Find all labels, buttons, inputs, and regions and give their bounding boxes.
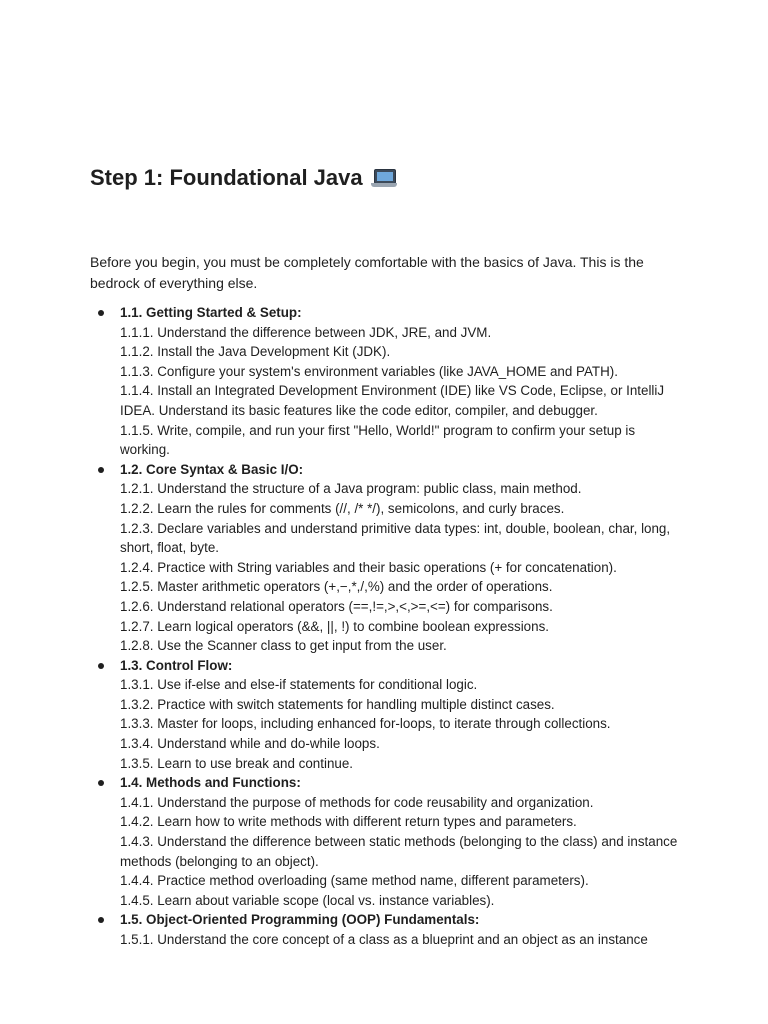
- section-item: 1.2.4. Practice with String variables and their basic operations (+ for concatenation).: [120, 559, 617, 575]
- section-item: 1.3.5. Learn to use break and continue.: [120, 755, 354, 771]
- section-item: 1.4.3. Understand the difference between static methods (belonging to the class) and instance methods (belonging to an object).: [120, 834, 678, 869]
- bullet-icon: [98, 467, 104, 473]
- page-title-text: Step 1: Foundational Java: [90, 165, 363, 190]
- section-item: 1.5.1. Understand the core concept of a class as a blueprint and an object as an instance: [120, 932, 648, 947]
- bullet-icon: [98, 310, 104, 316]
- section-item: 1.4.4. Practice method overloading (same method name, different parameters).: [120, 873, 589, 889]
- bullet-icon: [98, 780, 104, 786]
- section-item: 1.2.7. Learn logical operators (&&, ||, !) to combine boolean expressions.: [120, 618, 549, 634]
- section-item: 1.3.1. Use if-else and else-if statements for conditional logic.: [120, 677, 478, 693]
- section-item: 1.1.5. Write, compile, and run your first "Hello, World!" program to confirm your setup is working.: [120, 422, 636, 458]
- section-item: 1.4.5. Learn about variable scope (local vs. instance variables).: [120, 892, 495, 908]
- section-item: 1.1.3. Configure your system's environment variables (like JAVA_HOME and PATH).: [120, 363, 618, 379]
- section-heading: 1.1. Getting Started & Setup:: [120, 305, 302, 320]
- section-item: 1.4.1. Understand the purpose of methods for code reusability and organization.: [120, 794, 594, 810]
- section-item: 1.3.3. Master for loops, including enhanced for-loops, to iterate through collections.: [120, 716, 611, 732]
- section-heading: 1.5. Object-Oriented Programming (OOP) Fundamentals:: [120, 912, 480, 928]
- section-heading: 1.2. Core Syntax & Basic I/O:: [120, 461, 304, 477]
- section-item: 1.2.1. Understand the structure of a Java program: public class, main method.: [120, 481, 582, 497]
- section-item: 1.2.2. Learn the rules for comments (//, /* */), semicolons, and curly braces.: [120, 500, 565, 516]
- section-item: 1.2.6. Understand relational operators (==,!=,>,<,>=,<=) for comparisons.: [120, 598, 553, 614]
- section-item: 1.4.2. Learn how to write methods with different return types and parameters.: [120, 814, 577, 830]
- section-item: 1.2.3. Declare variables and understand primitive data types: int, double, boolean, char, long, short, float, byte.: [120, 520, 671, 556]
- intro-paragraph: Before you begin, you must be completely comfortable with the basics of Java. This is the bedrock of everything else.: [90, 254, 644, 291]
- list-item: [90, 656, 690, 774]
- section-heading: 1.4. Methods and Functions:: [120, 775, 301, 791]
- list-item: [90, 910, 690, 949]
- section-list: [90, 303, 690, 950]
- section-item: 1.3.2. Practice with switch statements for handling multiple distinct cases.: [120, 696, 555, 712]
- section-item: 1.1.2. Install the Java Development Kit (JDK).: [120, 344, 391, 360]
- laptop-icon: [371, 167, 397, 189]
- section-item: 1.2.5. Master arithmetic operators (+,−,*,/,%) and the order of operations.: [120, 579, 553, 595]
- list-item: [90, 773, 690, 910]
- section-heading: 1.3. Control Flow:: [120, 657, 233, 673]
- section-item: 1.1.4. Install an Integrated Development Environment (IDE) like VS Code, Eclipse, or IntelliJ IDEA. Understand its basic features like the code editor, compiler, and debugger.: [120, 383, 665, 418]
- list-item: [90, 460, 690, 656]
- list-item: [90, 303, 690, 460]
- bullet-icon: [98, 663, 104, 669]
- document-page: [90, 160, 690, 950]
- bullet-icon: [98, 917, 104, 923]
- section-item: 1.3.4. Understand while and do-while loops.: [120, 736, 380, 752]
- section-item: 1.2.8. Use the Scanner class to get input from the user.: [120, 638, 447, 654]
- page-title: [90, 160, 690, 196]
- section-item: 1.1.1. Understand the difference between JDK, JRE, and JVM.: [120, 324, 492, 340]
